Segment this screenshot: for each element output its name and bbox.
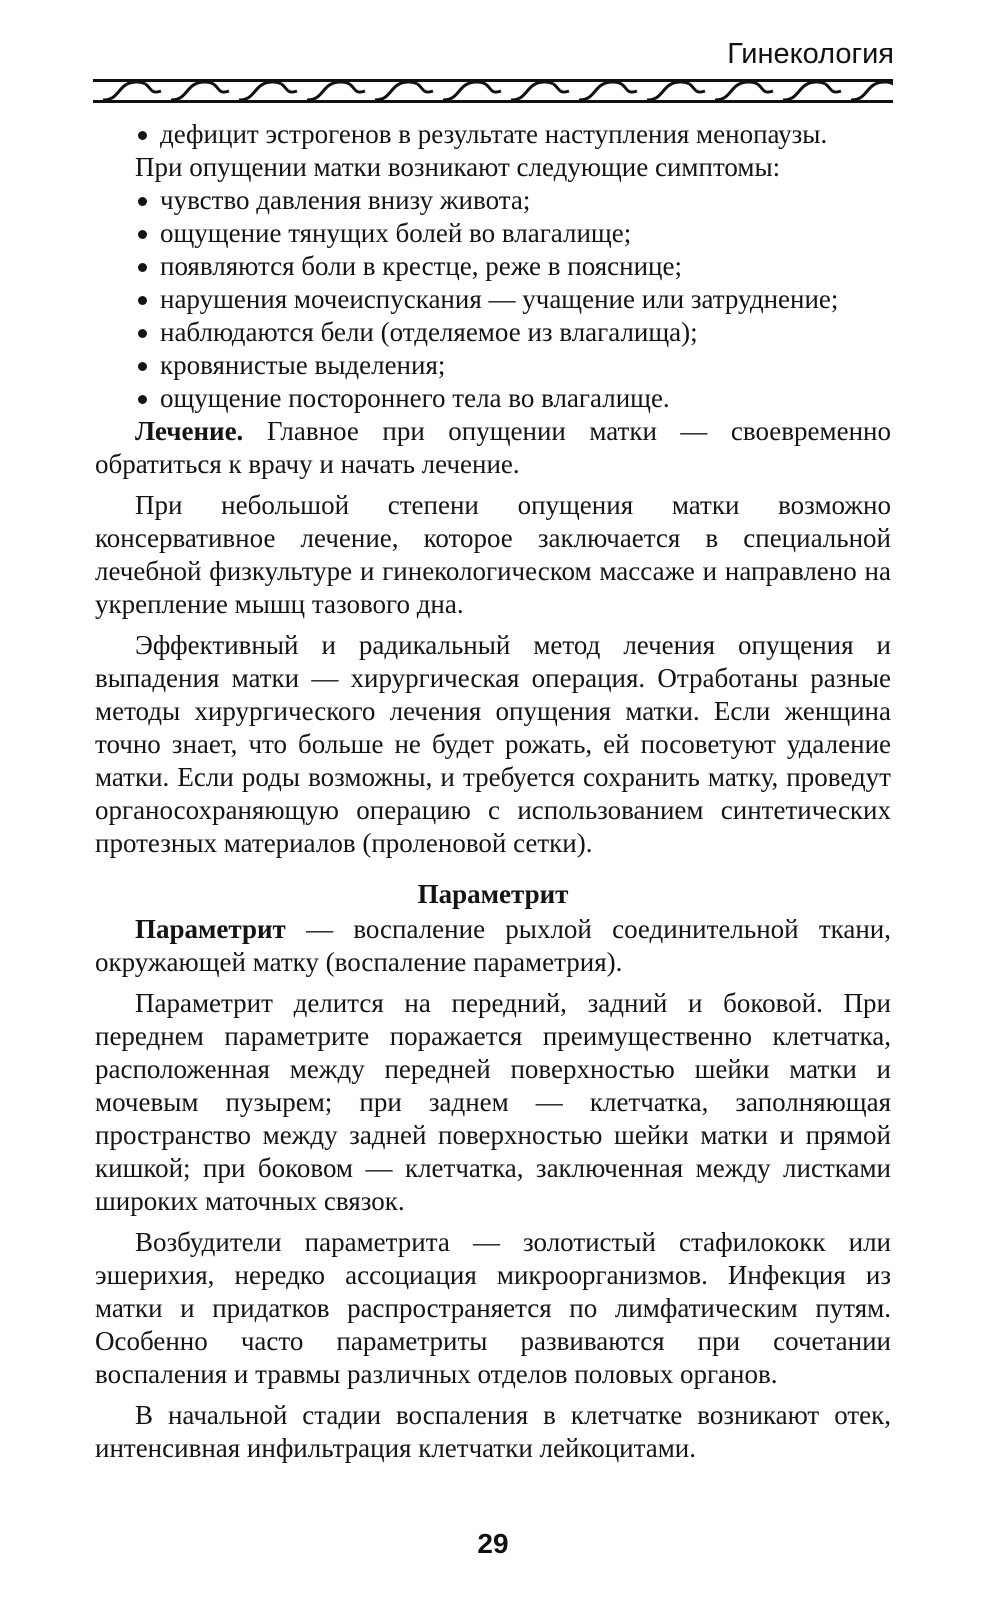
- symptom-item: ощущение тянущих болей во влагалище;: [135, 217, 891, 250]
- definition-text: — воспаление рыхлой соединительной ткани, окружающей матку (воспаление параметрия).: [95, 914, 891, 977]
- symptoms-intro: При опущении матки возникают следующие симптомы:: [135, 152, 781, 182]
- list-item: дефицит эстрогенов в результате наступления менопаузы.: [135, 118, 891, 151]
- symptom-item: появляются боли в крестце, реже в пояснице;: [135, 250, 891, 283]
- body-paragraph: Эффективный и радикальный метод лечения опущения и выпадения матки — хирургическая операция. Отработаны разные методы хирургического лечения опущения матки. Если женщина точно знает, что больше не будет рожать, ей посоветуют удаление матки. Если роды возможны, и требуется сохранить матку, проведут органосохраняющую операцию с использованием синтетических протезных материалов (проленовой сетки).: [95, 630, 891, 858]
- list-continued: [95, 118, 891, 151]
- definition-term: Параметрит: [135, 914, 286, 944]
- ornament-link: [239, 82, 297, 100]
- symptom-list: [95, 184, 891, 415]
- ornament-link: [375, 82, 433, 100]
- symptom-item: нарушения мочеиспускания — учащение или затруднение;: [135, 283, 891, 316]
- page-number: 29: [477, 1528, 509, 1559]
- treatment-lead: Лечение.: [135, 416, 244, 446]
- symptom-item: кровянистые выделения;: [135, 349, 891, 382]
- treatment-paragraph: [95, 415, 891, 481]
- symptom-item: наблюдаются бели (отделяемое из влагалища);: [135, 316, 891, 349]
- section-heading: Параметрит: [417, 879, 569, 909]
- body-paragraph: Параметрит делится на передний, задний и боковой. При переднем параметрите поражается преимущественно клетчатка, расположенная между передней поверхностью шейки матки и мочевым пузырем; при заднем — клетчатка, заполняющая пространство между задней поверхностью шейки матки и прямой кишкой; при боковом — клетчатка, заключенная между листками широких маточных связок.: [95, 988, 891, 1216]
- ornament-link: [715, 82, 773, 100]
- body-paragraph: Возбудители параметрита — золотистый стафилококк или эшерихия, нередко ассоциация микроорганизмов. Инфекция из матки и придатков распространяется по лимфатическим путям. Особенно часто параметриты развиваются при сочетании воспаления и травмы различных отделов половых органов.: [95, 1227, 891, 1389]
- ornament-link: [103, 82, 161, 100]
- ornament-link: [851, 82, 893, 100]
- ornament-link: [511, 82, 569, 100]
- ornament-link: [783, 82, 841, 100]
- ornament-link: [579, 82, 637, 100]
- running-head: Гинекология: [727, 38, 894, 70]
- symptom-item: чувство давления внизу живота;: [135, 184, 891, 217]
- body-paragraph: В начальной стадии воспаления в клетчатке возникают отек, интенсивная инфильтрация клетчатки лейкоцитами.: [95, 1400, 891, 1463]
- ornament-link: [171, 82, 229, 100]
- definition-paragraph: [95, 913, 891, 979]
- body-paragraph: При небольшой степени опущения матки возможно консервативное лечение, которое заключается в специальной лечебной физкультуре и гинекологическом массаже и направлено на укрепление мышц тазового дна.: [95, 490, 891, 619]
- page-content: [95, 118, 891, 1465]
- rope-border-ornament-icon: [93, 76, 893, 106]
- ornament-link: [307, 82, 365, 100]
- symptom-item: ощущение постороннего тела во влагалище.: [135, 382, 891, 415]
- treatment-text: Главное при опущении матки — своевременно обратиться к врачу и начать лечение.: [95, 416, 891, 479]
- ornament-link: [443, 82, 501, 100]
- ornament-link: [647, 82, 705, 100]
